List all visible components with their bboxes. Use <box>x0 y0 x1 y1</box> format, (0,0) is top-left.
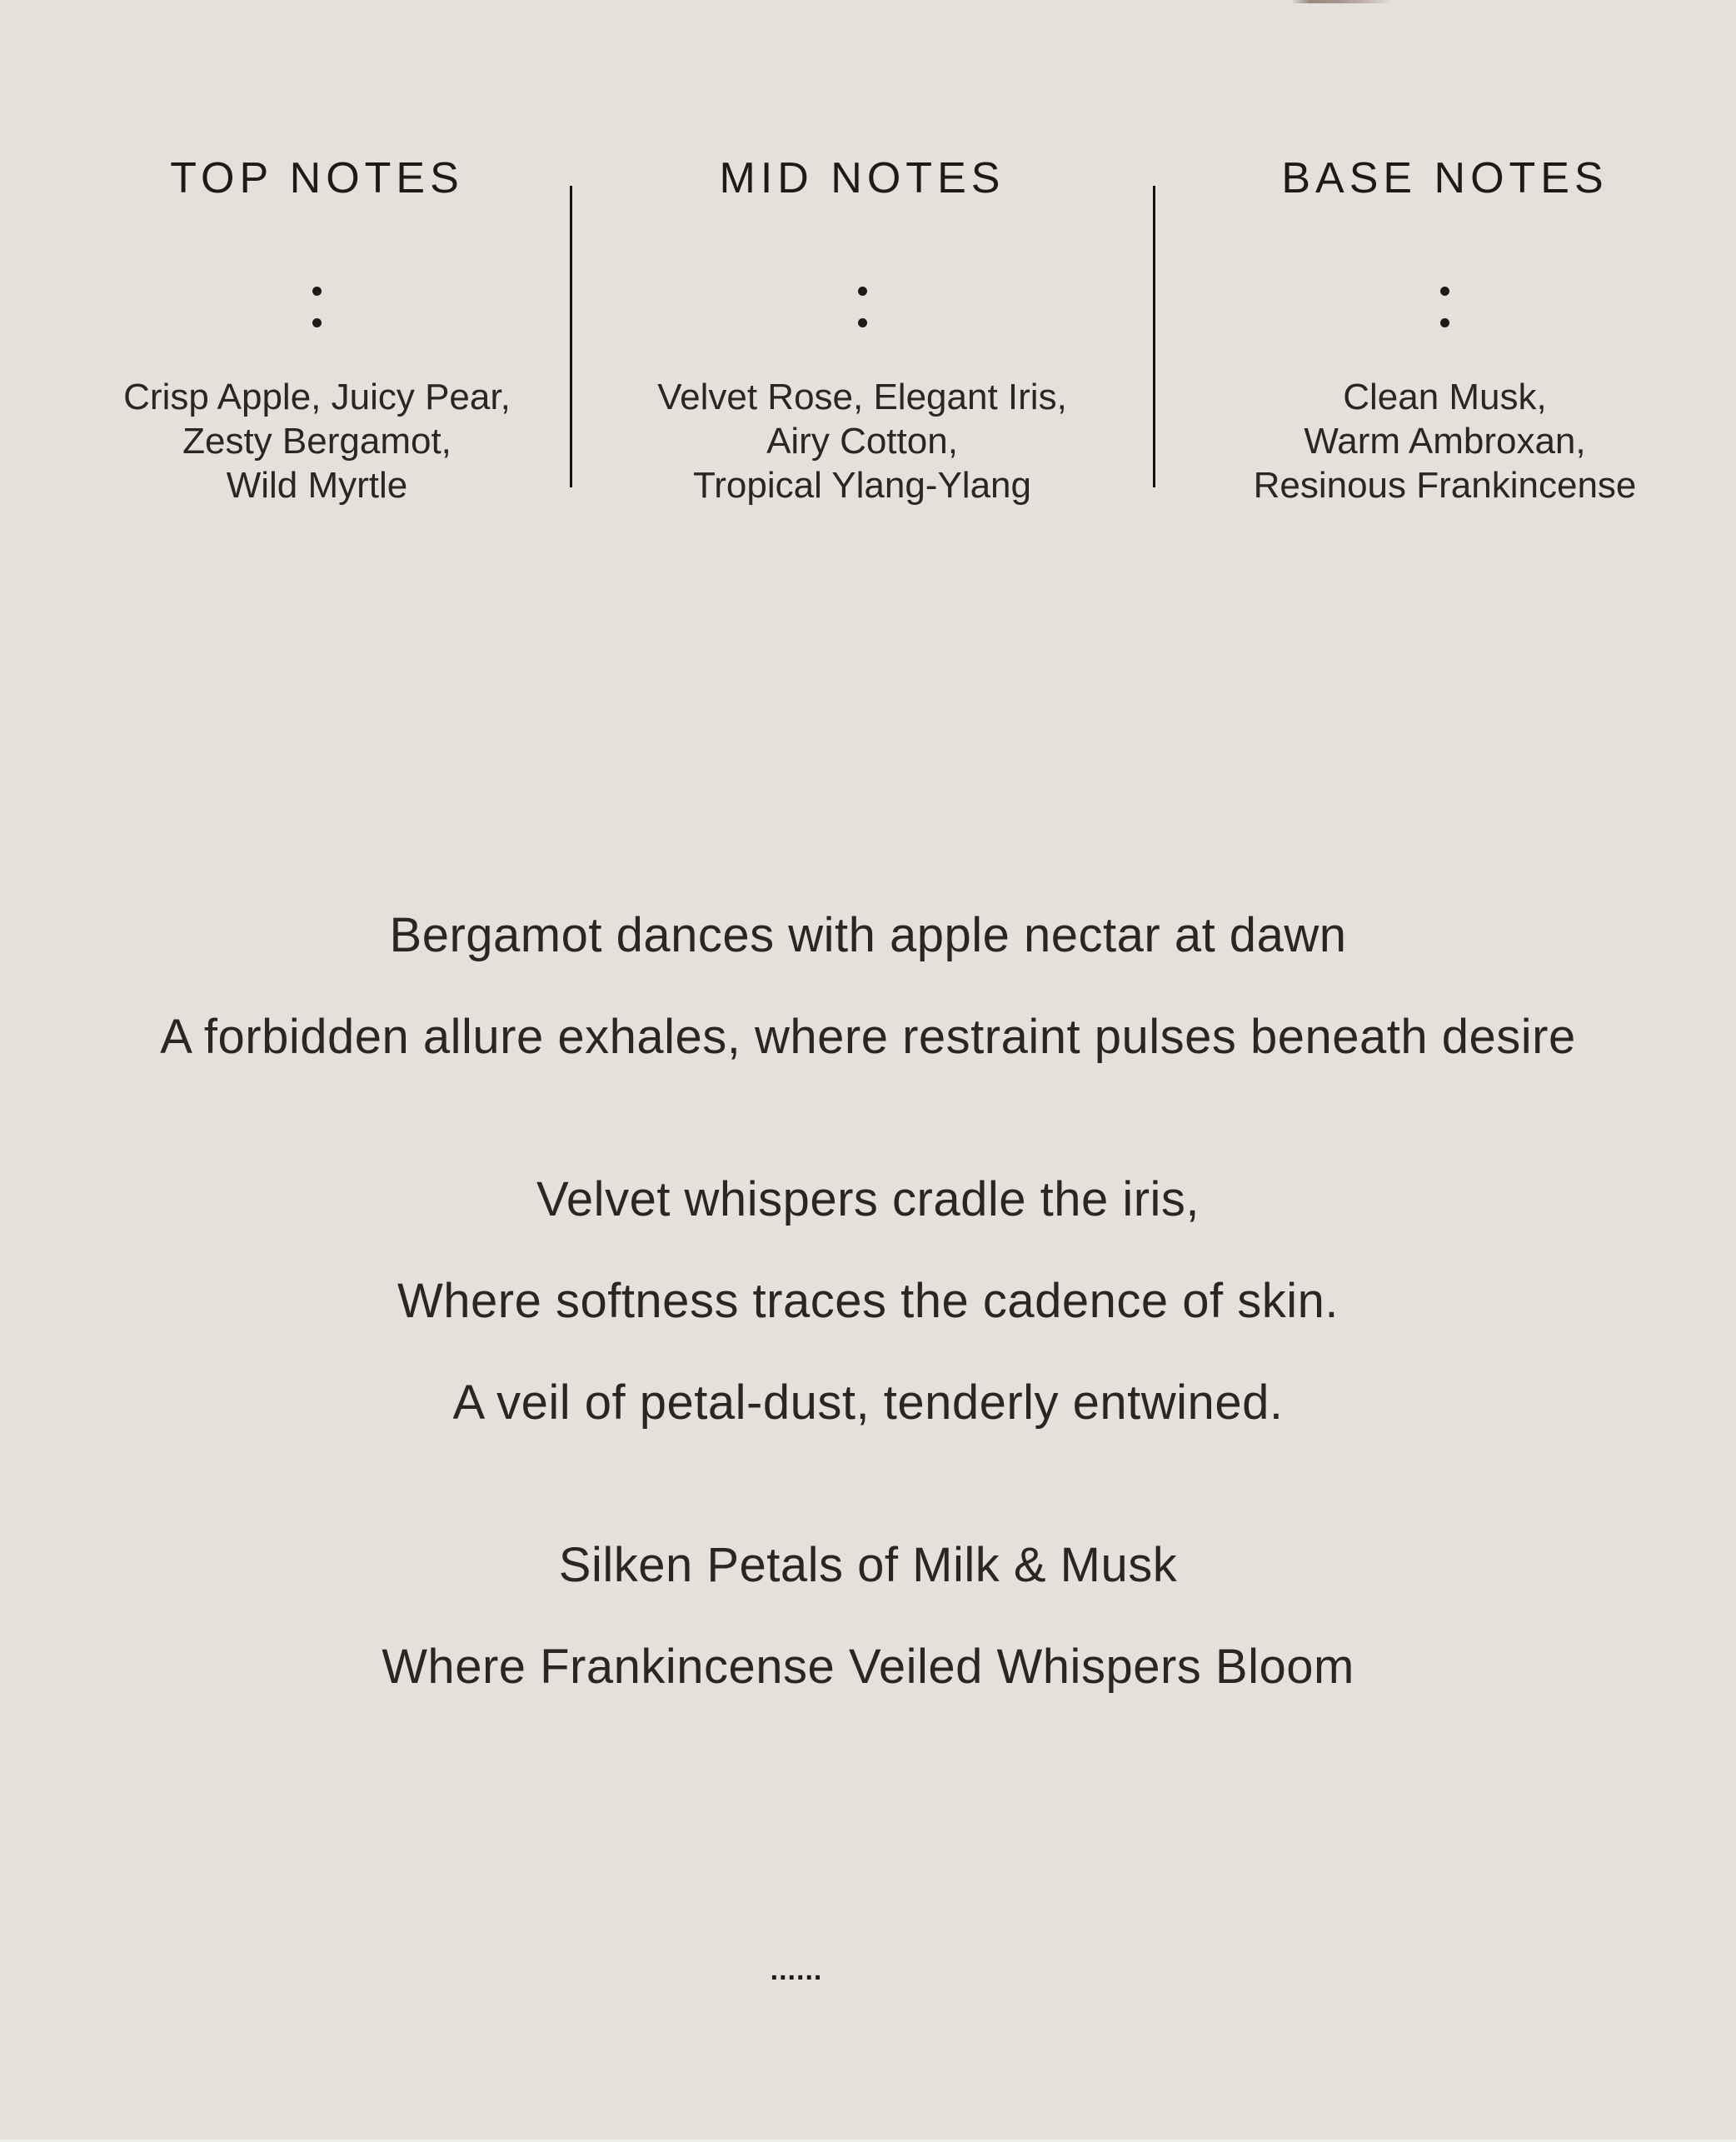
note-line: Zesty Bergamot, <box>182 421 451 462</box>
description-line: A veil of petal-dust, tenderly entwined. <box>452 1376 1284 1430</box>
colon-dot-icon <box>858 287 867 296</box>
colon-dots-icon <box>1154 287 1736 327</box>
note-line: Wild Myrtle <box>226 465 408 506</box>
fragrance-description-section <box>0 906 1736 1800</box>
description-line: A forbidden allure exhales, where restraint pulses beneath desire <box>160 1010 1576 1064</box>
top-notes-list <box>63 375 571 507</box>
description-line: Silken Petals of Milk & Musk <box>558 1538 1178 1592</box>
note-line: Airy Cotton, <box>766 421 958 462</box>
note-line: Crisp Apple, Juicy Pear, <box>123 377 511 417</box>
colon-dot-icon <box>312 318 322 327</box>
colon-dot-icon <box>1440 318 1449 327</box>
column-divider <box>1153 186 1155 487</box>
note-column-top <box>0 0 571 507</box>
note-column-base <box>1154 0 1736 507</box>
colon-dot-icon <box>858 318 867 327</box>
note-column-mid <box>571 0 1154 507</box>
note-line: Warm Ambroxan, <box>1304 421 1586 462</box>
description-line: Velvet whispers cradle the iris, <box>536 1172 1200 1226</box>
mid-notes-list <box>571 375 1154 507</box>
description-stanza-mid <box>0 1171 1736 1432</box>
top-notes-title: TOP NOTES <box>170 154 464 202</box>
ellipsis-dots: ...... <box>770 1955 823 1986</box>
notes-section <box>0 0 1736 507</box>
description-line: Bergamot dances with apple nectar at dawn <box>389 908 1347 962</box>
description-line: Where Frankincense Veiled Whispers Bloom <box>382 1640 1354 1694</box>
base-notes-list <box>1154 375 1736 507</box>
description-stanza-top <box>0 906 1736 1066</box>
note-line: Clean Musk, <box>1343 377 1547 417</box>
colon-dot-icon <box>312 287 322 296</box>
colon-dot-icon <box>1440 287 1449 296</box>
note-line: Velvet Rose, Elegant Iris, <box>657 377 1067 417</box>
base-notes-title: BASE NOTES <box>1281 154 1609 202</box>
ellipsis-row <box>0 1950 1736 1991</box>
note-line: Resinous Frankincense <box>1253 465 1637 506</box>
colon-dots-icon <box>571 287 1154 327</box>
colon-dots-icon <box>63 287 571 327</box>
column-divider <box>570 186 572 487</box>
mid-notes-title: MID NOTES <box>719 154 1005 202</box>
description-stanza-base <box>0 1536 1736 1696</box>
description-line: Where softness traces the cadence of skin. <box>397 1274 1339 1328</box>
note-line: Tropical Ylang-Ylang <box>692 465 1031 506</box>
